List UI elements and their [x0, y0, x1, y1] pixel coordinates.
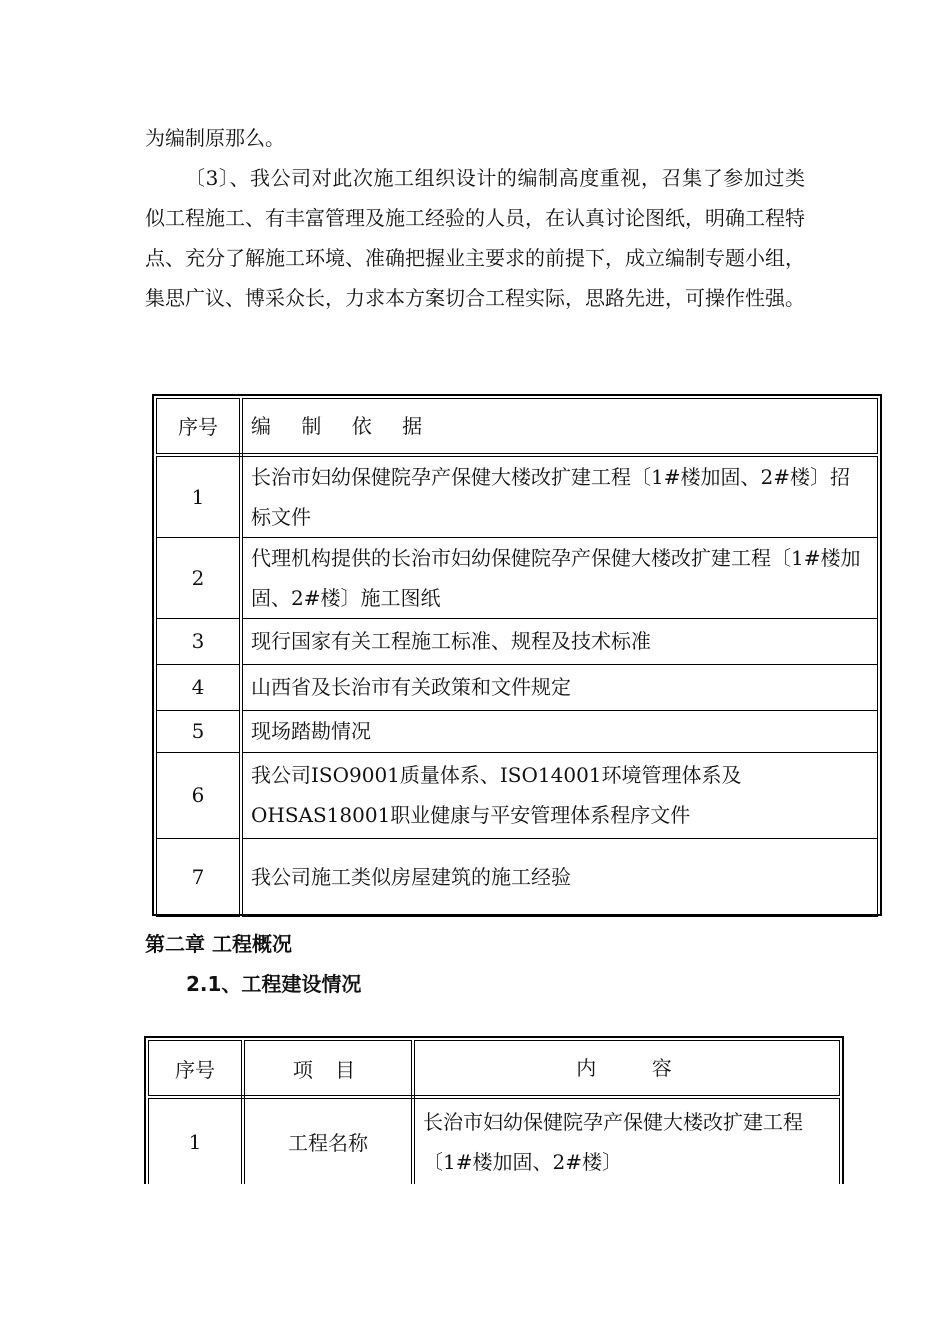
table-row: [157, 537, 878, 618]
row-no: 6: [157, 752, 242, 838]
row-text: 长治市妇幼保健院孕产保健大楼改扩建工程〔1#楼加固、2#楼〕招标文件: [241, 455, 878, 538]
row-no: 2: [157, 537, 242, 618]
table-row: [157, 618, 878, 664]
header-content: 内 容: [413, 1041, 840, 1098]
row-no: 1: [157, 455, 242, 538]
paragraph-item-3: 〔3〕、我公司对此次施工组织设计的编制高度重视，召集了参加过类似工程施工、有丰富管理及施工经验的人员，在认真讨论图纸，明确工程特点、充分了解施工环境、准确把握业主要求的前提下，成立编制专题小组，集思广议、博采众长，力求本方案切合工程实际，思路先进，可操作性强。: [145, 166, 805, 310]
row-text: 现行国家有关工程施工标准、规程及技术标准: [241, 618, 878, 664]
table-row: [157, 710, 878, 752]
chapter-title: 第二章 工程概况: [145, 932, 292, 956]
row-text: 山西省及长治市有关政策和文件规定: [241, 664, 878, 710]
header-no: 序号: [157, 399, 242, 455]
paragraph-intro-end: 为编制原那么。: [145, 126, 285, 150]
table-row: [157, 455, 878, 538]
row-text: 我公司施工类似房屋建筑的施工经验: [241, 838, 878, 916]
row-text: 代理机构提供的长治市妇幼保健院孕产保健大楼改扩建工程〔1#楼加固、2#楼〕施工图纸: [241, 537, 878, 618]
section-title: 2.1、工程建设情况: [186, 972, 362, 996]
row-no: 3: [157, 618, 242, 664]
header-basis: 编 制 依 据: [241, 399, 878, 455]
header-no: 序号: [149, 1041, 244, 1098]
table-row: [157, 752, 878, 838]
header-item: 项 目: [243, 1041, 413, 1098]
row-no: 4: [157, 664, 242, 710]
row-no: 1: [149, 1097, 244, 1184]
table-header-row: [149, 1041, 840, 1098]
row-content: 长治市妇幼保健院孕产保健大楼改扩建工程〔1#楼加固、2#楼〕: [413, 1097, 840, 1184]
project-info-table: [144, 1036, 844, 1184]
row-text: 现场踏勘情况: [241, 710, 878, 752]
row-no: 7: [157, 838, 242, 916]
row-text: 我公司ISO9001质量体系、ISO14001环境管理体系及OHSAS18001职业健康与平安管理体系程序文件: [241, 752, 878, 838]
basis-table: [152, 394, 882, 916]
table-row: [157, 664, 878, 710]
table-row: [157, 838, 878, 916]
table-header-row: [157, 399, 878, 455]
row-item: 工程名称: [243, 1097, 413, 1184]
table-row: [149, 1097, 840, 1184]
row-no: 5: [157, 710, 242, 752]
